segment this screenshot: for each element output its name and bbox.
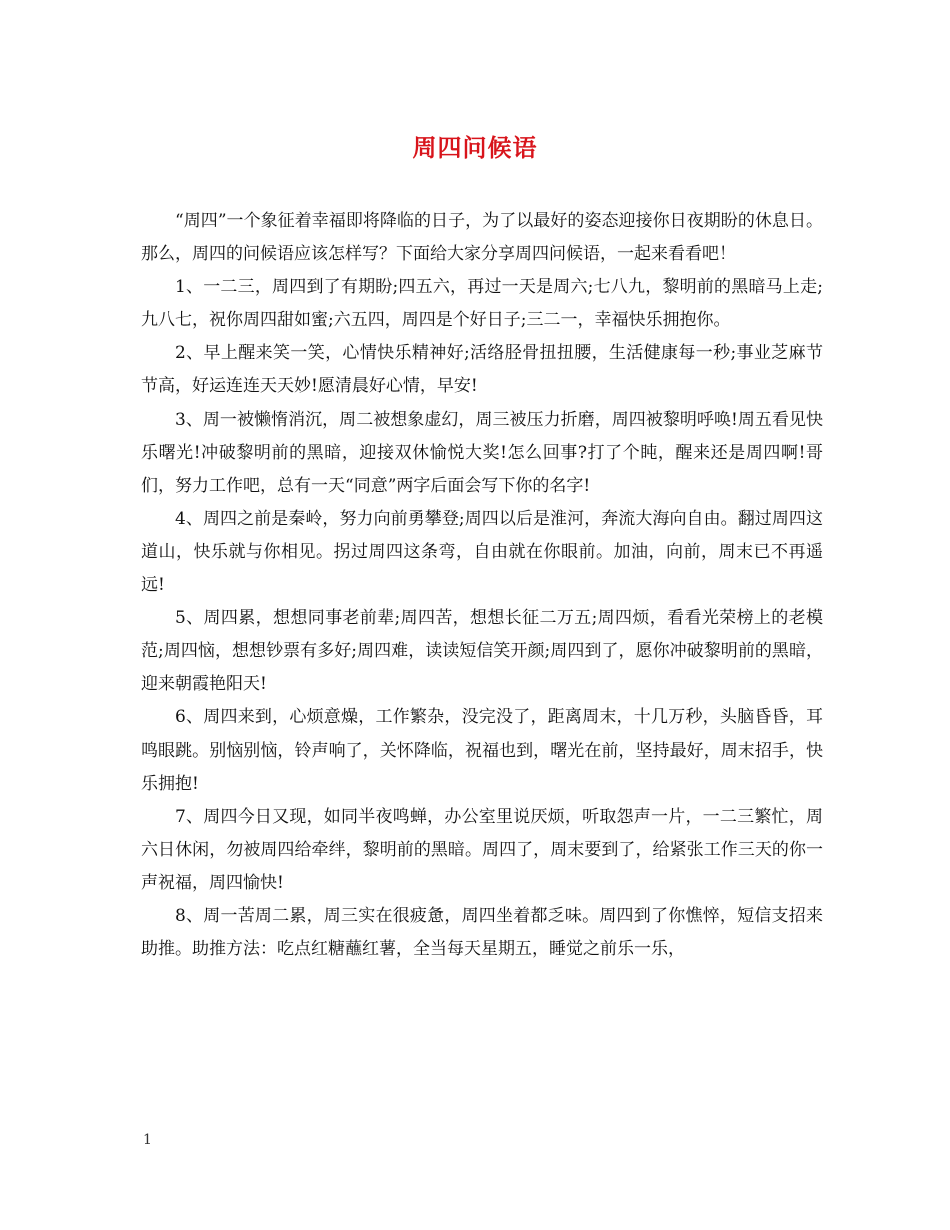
page-number: 1 — [143, 1132, 152, 1148]
greeting-paragraph-8: 8、周一苦周二累，周三实在很疲惫，周四坐着都乏味。周四到了你憔悴，短信支招来助推。助推方法：吃点红糖蘸红薯，全当每天星期五，睡觉之前乐一乐， — [141, 905, 823, 960]
document-title: 周四问候语 — [412, 133, 538, 162]
greeting-paragraph-5: 5、周四累，想想同事老前辈;周四苦，想想长征二万五;周四烦，看看光荣榜上的老模范;周四恼，想想钞票有多好;周四难，读读短信笑开颜;周四到了，愿你冲破黎明前的黑暗，迎来朝霞艳阳天! — [141, 608, 823, 695]
greeting-paragraph-3: 3、周一被懒惰消沉，周二被想象虚幻，周三被压力折磨，周四被黎明呼唤!周五看见快乐曙光!冲破黎明前的黑暗，迎接双休愉悦大奖!怎么回事?打了个盹，醒来还是周四啊!哥们，努力工作吧，总有一天“同意”两字后面会写下你的名字! — [141, 409, 823, 496]
greeting-paragraph-2: 2、早上醒来笑一笑，心情快乐精神好;活络胫骨扭扭腰，生活健康每一秒;事业芝麻节节高，好运连连天天妙!愿清晨好心情，早安! — [141, 343, 823, 397]
intro-paragraph: “周四”一个象征着幸福即将降临的日子，为了以最好的姿态迎接你日夜期盼的休息日。那么，周四的问候语应该怎样写？下面给大家分享周四问候语，一起来看看吧！ — [141, 211, 823, 265]
document-body — [141, 205, 823, 966]
greeting-paragraph-6: 6、周四来到，心烦意燥，工作繁杂，没完没了，距离周末，十几万秒，头脑昏昏，耳鸣眼跳。别恼别恼，铃声响了，关怀降临，祝福也到，曙光在前，坚持最好，周末招手，快乐拥抱! — [141, 707, 823, 794]
greeting-paragraph-1: 1、一二三，周四到了有期盼;四五六，再过一天是周六;七八九，黎明前的黑暗马上走;九八七，祝你周四甜如蜜;六五四，周四是个好日子;三二一，幸福快乐拥抱你。 — [141, 277, 823, 331]
greeting-paragraph-7: 7、周四今日又现，如同半夜鸣蝉，办公室里说厌烦，听取怨声一片，一二三繁忙，周六日休闲，勿被周四给牵绊，黎明前的黑暗。周四了，周末要到了，给紧张工作三天的你一声祝福，周四愉快! — [141, 806, 823, 893]
greeting-paragraph-4: 4、周四之前是秦岭，努力向前勇攀登;周四以后是淮河，奔流大海向自由。翻过周四这道山，快乐就与你相见。拐过周四这条弯，自由就在你眼前。加油，向前，周末已不再遥远! — [141, 508, 823, 596]
